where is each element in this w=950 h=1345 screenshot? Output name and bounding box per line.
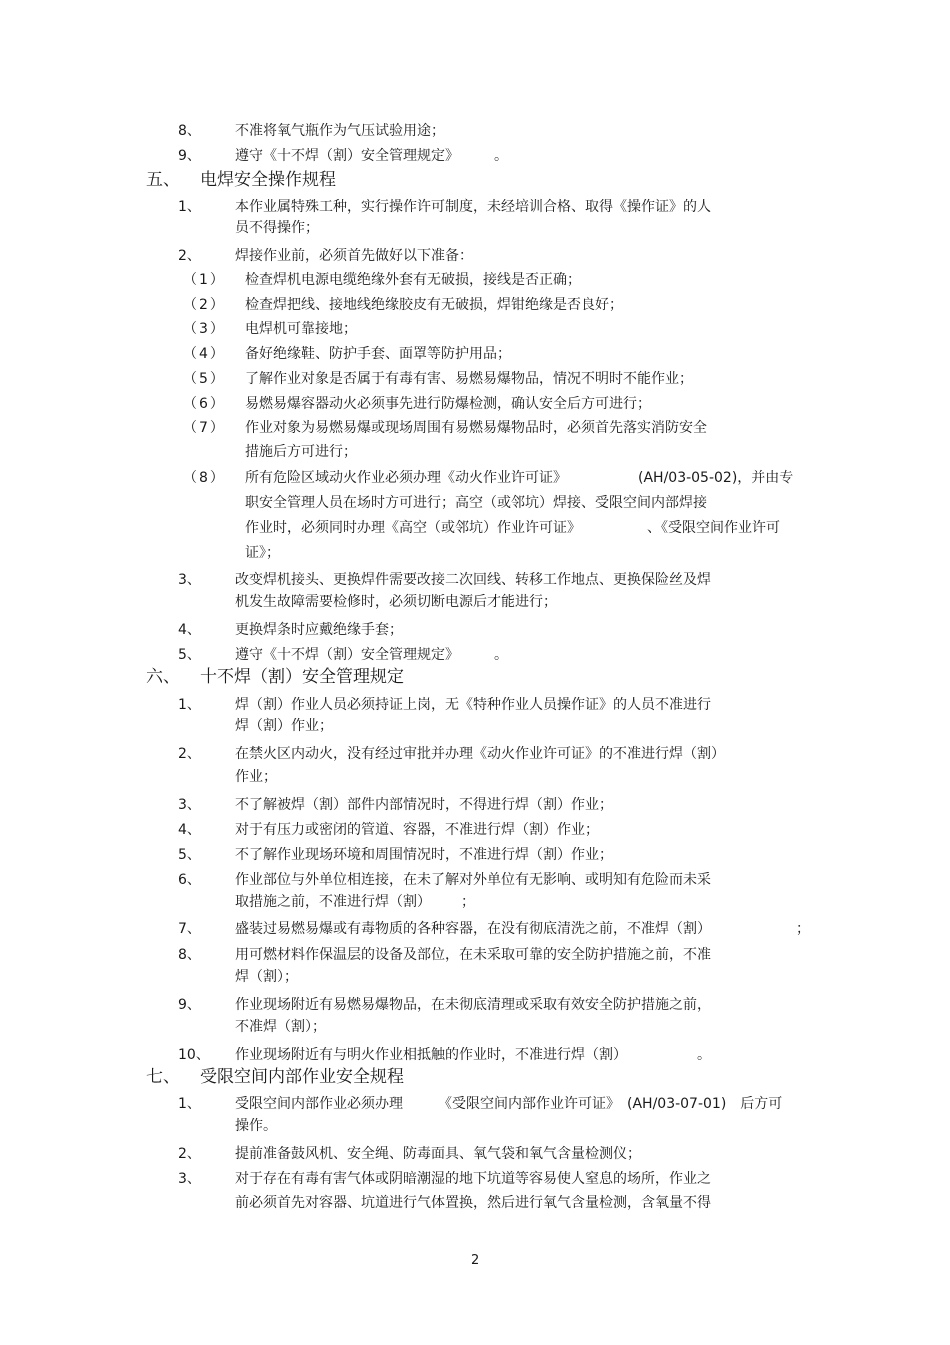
sub-item-text: 所有危险区域动火作业必须办理《动火作业许可证》 xyxy=(245,470,567,486)
item-number: 3、 xyxy=(178,572,201,588)
item-number: 2、 xyxy=(178,248,201,264)
item-number: 6、 xyxy=(178,872,201,888)
item-text: 对于有压力或密闭的管道、容器，不准进行焊（割）作业； xyxy=(235,822,599,838)
trailing-text: 。 xyxy=(494,647,508,663)
sub-item-text: 作业对象为易燃易爆或现场周围有易燃易爆物品时，必须首先落实消防安全 xyxy=(245,420,707,436)
sub-item-text: 备好绝缘鞋、防护手套、面罩等防护用品； xyxy=(245,346,511,362)
item-text: 盛装过易燃易爆或有毒物质的各种容器，在没有彻底清洗之前，不准焊（割） xyxy=(235,921,711,937)
trailing-text: (AH/03-05-02)，并由专 xyxy=(638,470,794,486)
item-number: 3、 xyxy=(178,797,201,813)
item-text: 对于存在有毒有害气体或阴暗潮湿的地下坑道等容易使人窒息的场所，作业之 xyxy=(235,1171,711,1187)
item-number: 9、 xyxy=(178,148,201,164)
sub-item-number: （7） xyxy=(183,420,226,436)
item-number: 4、 xyxy=(178,822,201,838)
item-number: 8、 xyxy=(178,947,201,963)
item-number: 9、 xyxy=(178,997,201,1013)
sub-item-number: （6） xyxy=(183,396,226,412)
continuation-text: 焊（割）作业； xyxy=(235,718,333,734)
item-text: 焊接作业前，必须首先做好以下准备： xyxy=(235,248,473,264)
item-text: 受限空间内部作业必须办理 xyxy=(235,1096,403,1112)
trailing-text: ； xyxy=(796,921,810,937)
section-title: 十不焊（割）安全管理规定 xyxy=(200,667,404,687)
trailing-text: 。 xyxy=(697,1047,711,1063)
sub-item-number: （2） xyxy=(183,297,226,313)
item-text: 作业现场附近有易燃易爆物品，在未彻底清理或采取有效安全防护措施之前， xyxy=(235,997,711,1013)
sub-item-number: （1） xyxy=(183,272,226,288)
continuation-text: 职安全管理人员在场时方可进行；高空（或邻坑）焊接、受限空间内部焊接 xyxy=(245,495,707,511)
item-text: 本作业属特殊工种，实行操作许可制度，未经培训合格、取得《操作证》的人 xyxy=(235,199,711,215)
continuation-text: 作业时，必须同时办理《高空（或邻坑）作业许可证》 xyxy=(245,520,581,536)
item-text: 在禁火区内动火，没有经过审批并办理《动火作业许可证》的不准进行焊（割） xyxy=(235,746,725,762)
section-title: 电焊安全操作规程 xyxy=(200,170,336,190)
page-number: 2 xyxy=(471,1253,480,1268)
continuation-text: 措施后方可进行； xyxy=(245,444,357,460)
continuation-text: 作业； xyxy=(235,769,277,785)
sub-item-number: （5） xyxy=(183,371,226,387)
trailing-text: 。 xyxy=(494,148,508,164)
sub-item-number: （3） xyxy=(183,321,226,337)
item-number: 3、 xyxy=(178,1171,201,1187)
section-title: 受限空间内部作业安全规程 xyxy=(200,1067,404,1087)
continuation-text: 焊（割）； xyxy=(235,969,298,985)
item-text: 遵守《十不焊（割）安全管理规定》 xyxy=(235,647,459,663)
item-text: 不了解被焊（割）部件内部情况时，不得进行焊（割）作业； xyxy=(235,797,613,813)
sub-item-text: 易燃易爆容器动火必须事先进行防爆检测，确认安全后方可进行； xyxy=(245,396,651,412)
item-text: 改变焊机接头、更换焊件需要改接二次回线、转移工作地点、更换保险丝及焊 xyxy=(235,572,711,588)
item-number: 1、 xyxy=(178,697,201,713)
item-number: 4、 xyxy=(178,622,201,638)
section-number: 五、 xyxy=(146,170,180,190)
sub-item-number: （8） xyxy=(183,470,226,486)
item-number: 2、 xyxy=(178,1146,201,1162)
sub-item-text: 检查焊机电源电缆绝缘外套有无破损，接线是否正确； xyxy=(245,272,581,288)
item-number: 2、 xyxy=(178,746,201,762)
sub-item-text: 了解作业对象是否属于有毒有害、易燃易爆物品，情况不明时不能作业； xyxy=(245,371,693,387)
item-text: 提前准备鼓风机、安全绳、防毒面具、氧气袋和氧气含量检测仪； xyxy=(235,1146,641,1162)
sub-item-text: 电焊机可靠接地； xyxy=(245,321,357,337)
item-text: 作业现场附近有与明火作业相抵触的作业时，不准进行焊（割） xyxy=(235,1047,627,1063)
section-number: 六、 xyxy=(146,667,180,687)
item-number: 5、 xyxy=(178,647,201,663)
item-number: 7、 xyxy=(178,921,201,937)
continuation-text: 操作。 xyxy=(235,1118,277,1134)
sub-item-number: （4） xyxy=(183,346,226,362)
continuation-text: 机发生故障需要检修时，必须切断电源后才能进行； xyxy=(235,594,557,610)
item-number: 10、 xyxy=(178,1047,210,1063)
item-text: 作业部位与外单位相连接，在未了解对外单位有无影响、或明知有危险而未采 xyxy=(235,872,711,888)
item-text: 焊（割）作业人员必须持证上岗，无《特种作业人员操作证》的人员不准进行 xyxy=(235,697,711,713)
section-number: 七、 xyxy=(146,1067,180,1087)
item-number: 8、 xyxy=(178,123,201,139)
sub-item-text: 检查焊把线、接地线绝缘胶皮有无破损，焊钳绝缘是否良好； xyxy=(245,297,623,313)
item-text: 遵守《十不焊（割）安全管理规定》 xyxy=(235,148,459,164)
continuation-text: 取措施之前，不准进行焊（割） xyxy=(235,894,431,910)
item-number: 1、 xyxy=(178,199,201,215)
trailing-text: 、《受限空间作业许可 xyxy=(647,520,780,536)
continuation-text: 不准焊（割）； xyxy=(235,1019,326,1035)
item-text: 更换焊条时应戴绝缘手套； xyxy=(235,622,403,638)
item-text: 不准将氧气瓶作为气压试验用途； xyxy=(235,123,445,139)
continuation-text: 前必须首先对容器、坑道进行气体置换，然后进行氧气含量检测，含氧量不得 xyxy=(235,1195,711,1211)
trailing-text: 《受限空间内部作业许可证》 (AH/03-07-01) 后方可 xyxy=(438,1096,783,1112)
continuation-text: 员不得操作； xyxy=(235,220,319,236)
continuation-text: 证》； xyxy=(245,545,280,561)
item-text: 不了解作业现场环境和周围情况时，不准进行焊（割）作业； xyxy=(235,847,613,863)
trailing-text: ； xyxy=(461,894,475,910)
item-text: 用可燃材料作保温层的设备及部位，在未采取可靠的安全防护措施之前，不准 xyxy=(235,947,711,963)
item-number: 1、 xyxy=(178,1096,201,1112)
item-number: 5、 xyxy=(178,847,201,863)
